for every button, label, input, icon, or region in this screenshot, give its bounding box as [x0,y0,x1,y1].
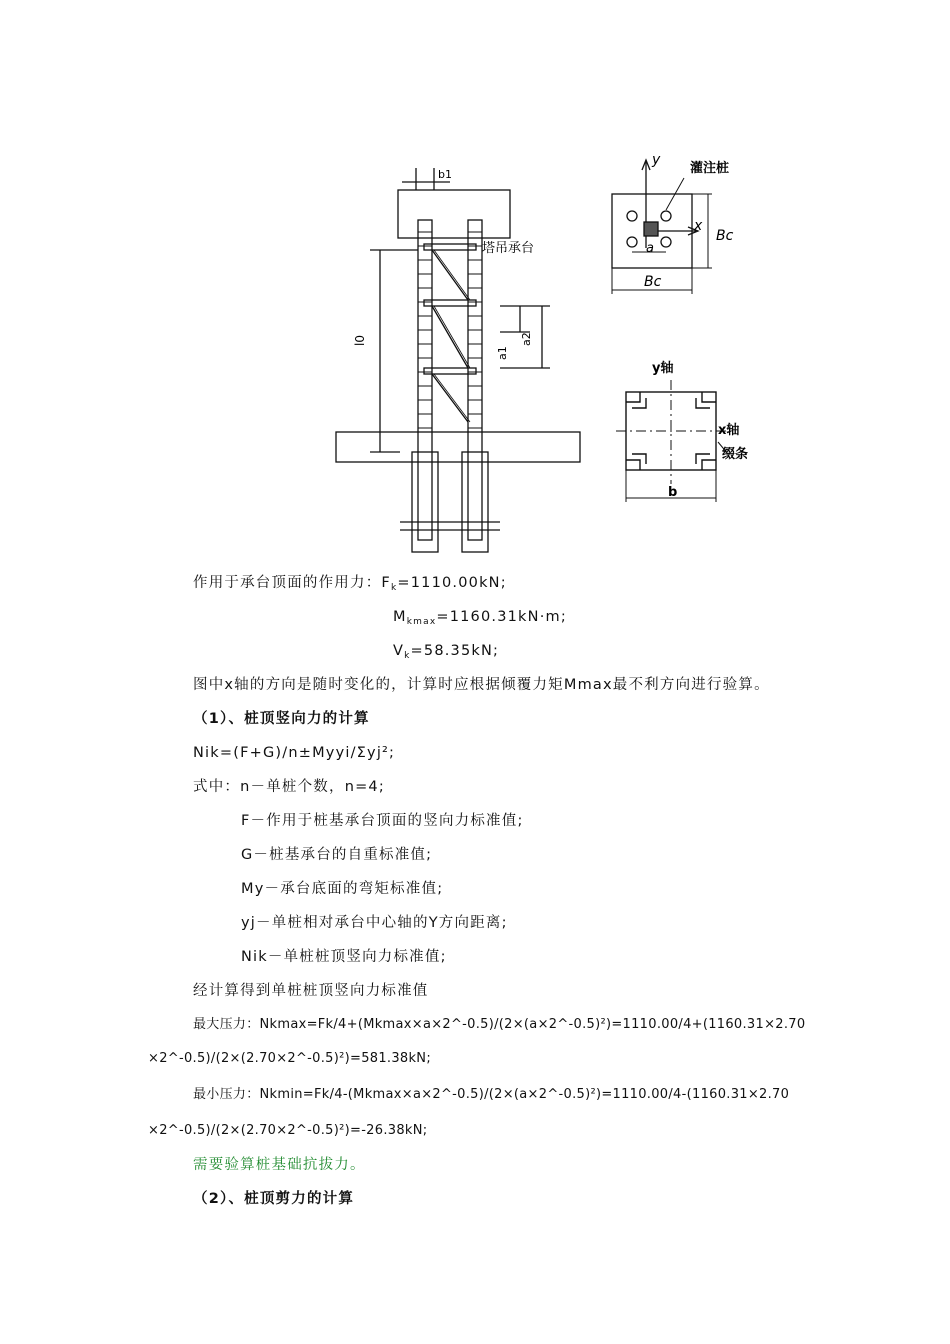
a2-label: a2 [520,332,533,346]
a1-label: a1 [496,346,509,360]
bc-bottom-label: Bc [644,274,662,290]
force-line-mk [393,607,567,632]
fk-symbol: F [381,575,391,591]
vk-value: =58.35kN; [410,643,500,659]
def-my: My－承台底面的弯矩标准值; [241,881,444,897]
l0-label: l0 [353,335,367,346]
max-pressure-line-2: ×2^-0.5)/(2×(2.70×2^-0.5)²)=581.38kN; [148,1051,432,1066]
force-line-vk [393,641,499,666]
mk-symbol: M [393,609,407,625]
fk-sub: k [390,583,398,593]
heading-2: （2）、桩顶剪力的计算 [193,1191,355,1207]
mk-sub: kmax [406,617,437,627]
heading-1: （1）、桩顶竖向力的计算 [193,711,370,727]
formula-nik: Nik=(F+G)/n±Myyi/Σyj²; [193,745,396,761]
mk-value: =1160.31kN·m; [436,609,567,625]
uplift-note: 需要验算桩基础抗拔力。 [193,1157,366,1173]
fk-value: =1110.00kN; [397,575,507,591]
def-yj: yj－单桩相对承台中心轴的Y方向距离; [241,915,508,931]
y-axis-label: y轴 [652,361,674,376]
x-axis-label: x轴 [718,423,740,438]
pile-cap-rect [398,190,510,238]
def-nik: Nik－单桩桩顶竖向力标准值; [241,949,447,965]
def-g: G－桩基承台的自重标准值; [241,847,433,863]
column-cross-section-diagram [612,352,772,512]
force-line-fk [193,573,507,598]
lacing-label: 缀条 [722,447,749,462]
x-axis-note: 图中x轴的方向是随时变化的，计算时应根据倾覆力矩Mmax最不利方向进行验算。 [193,677,770,693]
vk-symbol: V [393,643,405,659]
spacing-a-label: a [646,241,654,256]
b-label: b [668,485,678,500]
force-intro: 作用于承台顶面的作用力： [193,575,382,591]
max-pressure-line-1: 最大压力：Nkmax=Fk/4+(Mkmax×a×2^-0.5)/(2×(a×2^-0.5)²)=1110.00/4+(1160.31×2.70 [193,1017,806,1032]
pile-label: 灌注桩 [690,161,730,176]
min-pressure-line-1: 最小压力：Nkmin=Fk/4-(Mkmax×a×2^-0.5)/(2×(a×2^-0.5)²)=1110.00/4-(1160.31×2.70 [193,1087,790,1102]
vk-sub: k [404,651,411,661]
min-pressure-line-2: ×2^-0.5)/(2×(2.70×2^-0.5)²)=-26.38kN; [148,1123,428,1138]
b1-label: b1 [438,168,452,181]
lattice-column-elevation-diagram [330,160,590,555]
def-f: F－作用于桩基承台顶面的竖向力标准值; [241,813,524,829]
pile-cap-label: 塔吊承台 [482,241,535,256]
plan-x-axis-label: x [694,218,703,234]
where-intro: 式中：n－单桩个数，n=4; [193,779,385,795]
pile-layout-plan-diagram [600,148,770,298]
result-intro: 经计算得到单桩桩顶竖向力标准值 [193,983,429,999]
plan-y-axis-label: y [652,152,661,168]
bc-side-label: Bc [716,228,734,244]
